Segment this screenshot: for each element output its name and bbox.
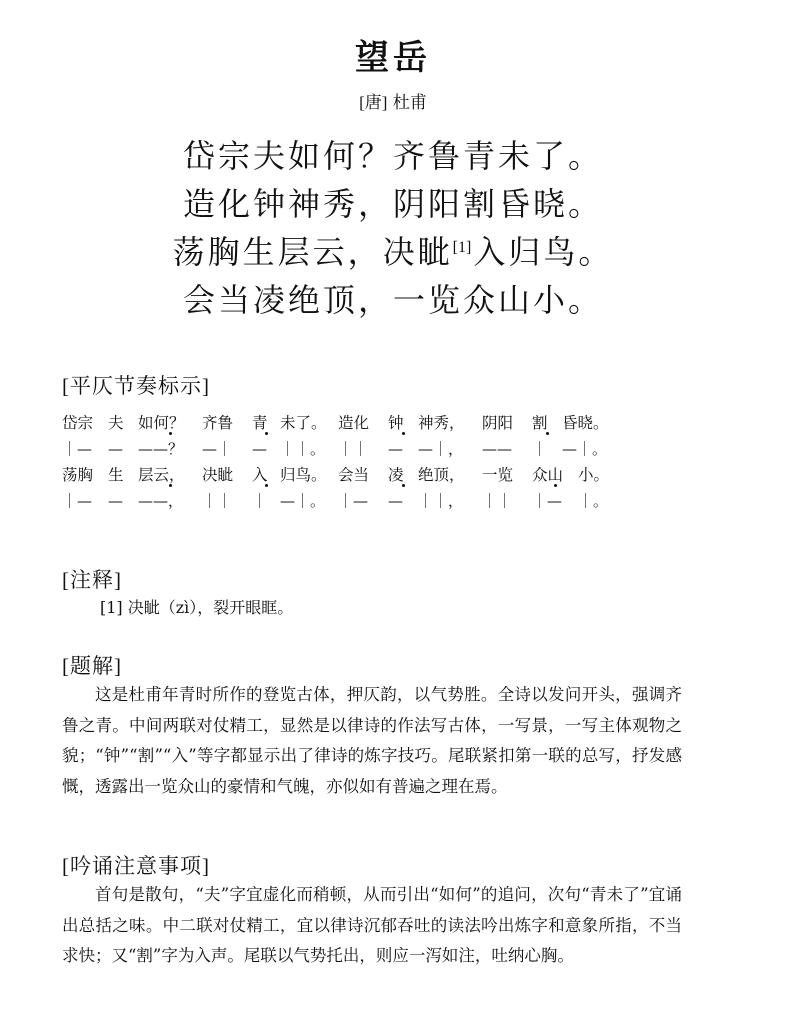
rhythm-segment: 归鸟。: [280, 466, 327, 484]
poem-line-3-post: 入归鸟。: [473, 233, 614, 271]
rhythm-mark: ｜｜: [482, 492, 513, 510]
rhythm-segment: 众山: [532, 462, 578, 488]
rhythm-segment: 割: [532, 410, 562, 436]
rhythm-segment: 决眦: [202, 466, 234, 484]
rhythm-mark: ｜—: [62, 440, 93, 458]
rhythm-mark: ｜。: [578, 492, 609, 510]
poem-body: [0, 132, 786, 324]
rhythm-mark: ｜: [252, 492, 268, 510]
rhythm-mark: ｜: [532, 440, 548, 458]
rhythm-mark: —｜，: [418, 440, 464, 458]
rhythm-segment: 凌: [388, 462, 418, 488]
rhythm-mark: —｜。: [562, 440, 608, 458]
rhythm-block: [62, 410, 702, 514]
poem-line-3-pre: 荡胸生层云，决眦: [172, 233, 453, 271]
rhythm-segment: 昏晓。: [562, 414, 609, 432]
note-item-1: [1] 决眦（zì），裂开眼眶。: [100, 598, 294, 617]
rhythm-segment: 会当: [338, 466, 370, 484]
rhythm-text-row: [62, 462, 702, 488]
rhythm-mark: ——？: [138, 440, 184, 458]
poem-author: 杜甫: [392, 93, 427, 113]
poem-byline: [0, 92, 786, 114]
rhythm-segment: 齐鲁: [202, 414, 234, 432]
rhythm-segment: 造化: [338, 414, 370, 432]
poem-line-1: 岱宗夫如何？齐鲁青未了。: [182, 137, 603, 175]
rhythm-mark: —: [108, 492, 123, 510]
rhythm-segment: 神秀，: [418, 414, 465, 432]
rhythm-segment: 阴阳: [482, 414, 514, 432]
rhythm-segment: 如何？: [138, 410, 202, 436]
poem-dynasty: [唐]: [359, 93, 388, 112]
rhythm-mark: —: [108, 440, 123, 458]
rhythm-segment: 岱宗: [62, 414, 94, 432]
rhythm-mark: —｜: [202, 440, 233, 458]
notes-heading: [注释]: [62, 568, 122, 592]
rhythm-mark: —: [252, 440, 267, 458]
rhythm-mark: ｜—: [532, 492, 563, 510]
rhythm-mark: ｜｜: [338, 440, 369, 458]
rhythm-mark: ——，: [138, 492, 184, 510]
footnote-ref: [1]: [452, 239, 472, 256]
rhythm-mark: —: [388, 440, 403, 458]
analysis-text: 这是杜甫年青时所作的登览古体，押仄韵，以气势胜。全诗以发问开头，强调齐鲁之青。中间两联对仗精工，显然是以律诗的作法写古体，一写景，一写主体观物之貌；“钟”“割”“入”等字都显示出了律诗的炼字技巧。尾联紧扣第一联的总写，抒发感慨，透露出一览众山的豪情和气魄，亦似如有普遍之理在焉。: [62, 685, 682, 796]
recitation-heading: [吟诵注意事项]: [62, 854, 210, 878]
rhythm-mark: —｜。: [280, 492, 326, 510]
rhythm-segment: 一览: [482, 466, 514, 484]
rhythm-heading: [平仄节奏标示]: [62, 374, 210, 398]
rhythm-segment: 钟: [388, 410, 418, 436]
analysis-heading: [题解]: [62, 654, 122, 678]
rhythm-mark: ｜｜: [202, 492, 233, 510]
poem-line-4: 会当凌绝顶，一览众山小。: [182, 281, 603, 319]
rhythm-segment: 小。: [578, 466, 610, 484]
rhythm-segment: 青: [252, 410, 280, 436]
poem-title: 望岳: [355, 38, 431, 78]
rhythm-mark: ——: [482, 440, 512, 458]
poem-line-3: [0, 228, 786, 276]
rhythm-mark: ｜—: [62, 492, 93, 510]
rhythm-text-row: [62, 410, 702, 436]
rhythm-segment: 层云，: [138, 462, 202, 488]
rhythm-mark: ｜｜，: [418, 492, 464, 510]
poem-line-2: 造化钟神秀，阴阳割昏晓。: [182, 185, 603, 223]
rhythm-segment: 入: [252, 462, 280, 488]
rhythm-mark: ｜—: [338, 492, 369, 510]
rhythm-segment: 未了。: [280, 414, 327, 432]
rhythm-mark: —: [388, 492, 403, 510]
rhythm-segment: 生: [108, 466, 124, 484]
rhythm-segment: 荡胸: [62, 466, 94, 484]
rhythm-segment: 夫: [108, 414, 124, 432]
recitation-text: 首句是散句，“夫”字宜虚化而稍顿，从而引出“如何”的追问，次句“青未了”宜诵出总括之味。中二联对仗精工，宜以律诗沉郁吞吐的读法吟出炼字和意象所指，不当求快；又“割”字为入声。尾联以气势托出，则应一泻如注，吐纳心胸。: [62, 885, 682, 965]
rhythm-segment: 绝顶，: [418, 466, 465, 484]
rhythm-mark-row: [62, 488, 702, 514]
rhythm-mark-row: [62, 436, 702, 462]
rhythm-mark: ｜｜。: [280, 440, 326, 458]
